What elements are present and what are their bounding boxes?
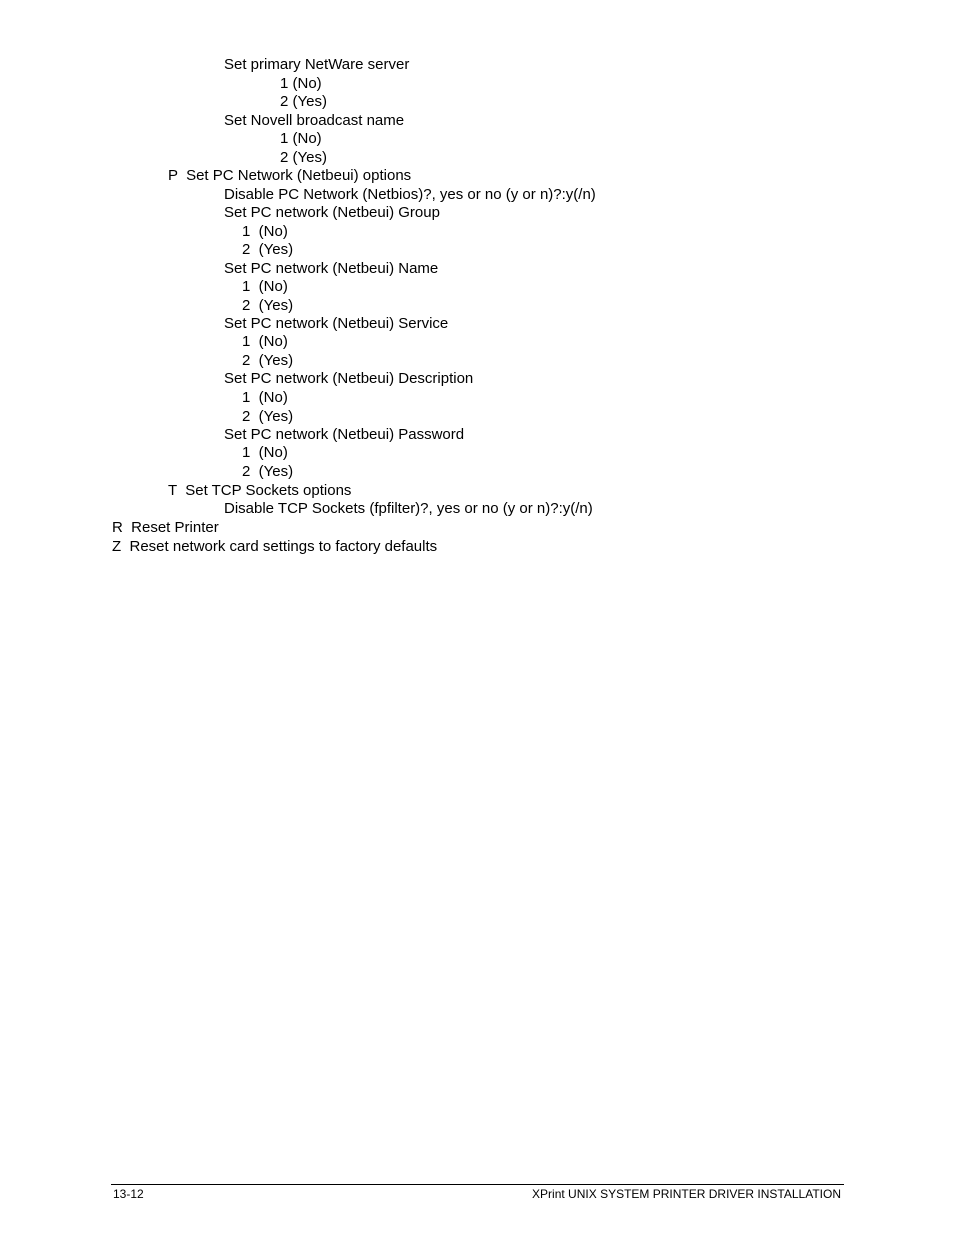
- menu-line: Z Reset network card settings to factory defaults: [112, 538, 438, 555]
- menu-line: Set PC network (Netbeui) Service: [224, 315, 449, 332]
- menu-line: Set Novell broadcast name: [224, 112, 405, 129]
- menu-line: 1 (No): [242, 444, 288, 461]
- menu-line: Set primary NetWare server: [224, 56, 410, 73]
- menu-line: Set PC network (Netbeui) Password: [224, 426, 465, 443]
- menu-line: 1 (No): [242, 389, 288, 406]
- page-number: 13-12: [113, 1187, 144, 1201]
- menu-line: 1 (No): [280, 75, 322, 92]
- menu-line: 2 (Yes): [242, 463, 294, 480]
- menu-line: 1 (No): [242, 333, 288, 350]
- menu-line: 2 (Yes): [280, 93, 327, 110]
- menu-line: Set PC network (Netbeui) Group: [224, 204, 440, 221]
- menu-line: P Set PC Network (Netbeui) options: [168, 167, 412, 184]
- footer-divider: [111, 1184, 844, 1185]
- menu-line: 2 (Yes): [242, 408, 294, 425]
- menu-line: 2 (Yes): [242, 297, 294, 314]
- menu-line: 1 (No): [280, 130, 322, 147]
- menu-line: Disable PC Network (Netbios)?, yes or no (y or n)?:y(/n): [224, 186, 596, 203]
- menu-line: 2 (Yes): [242, 352, 294, 369]
- menu-line: 2 (Yes): [242, 241, 294, 258]
- menu-line: 2 (Yes): [280, 149, 327, 166]
- menu-line: 1 (No): [242, 278, 288, 295]
- menu-line: T Set TCP Sockets options: [168, 482, 352, 499]
- menu-line: Set PC network (Netbeui) Description: [224, 370, 474, 387]
- menu-line: 1 (No): [242, 223, 288, 240]
- menu-line: Disable TCP Sockets (fpfilter)?, yes or no (y or n)?:y(/n): [224, 500, 593, 517]
- menu-line: R Reset Printer: [112, 519, 219, 536]
- menu-line: Set PC network (Netbeui) Name: [224, 260, 439, 277]
- footer-section-title: XPrint UNIX SYSTEM PRINTER DRIVER INSTALLATION: [532, 1187, 841, 1201]
